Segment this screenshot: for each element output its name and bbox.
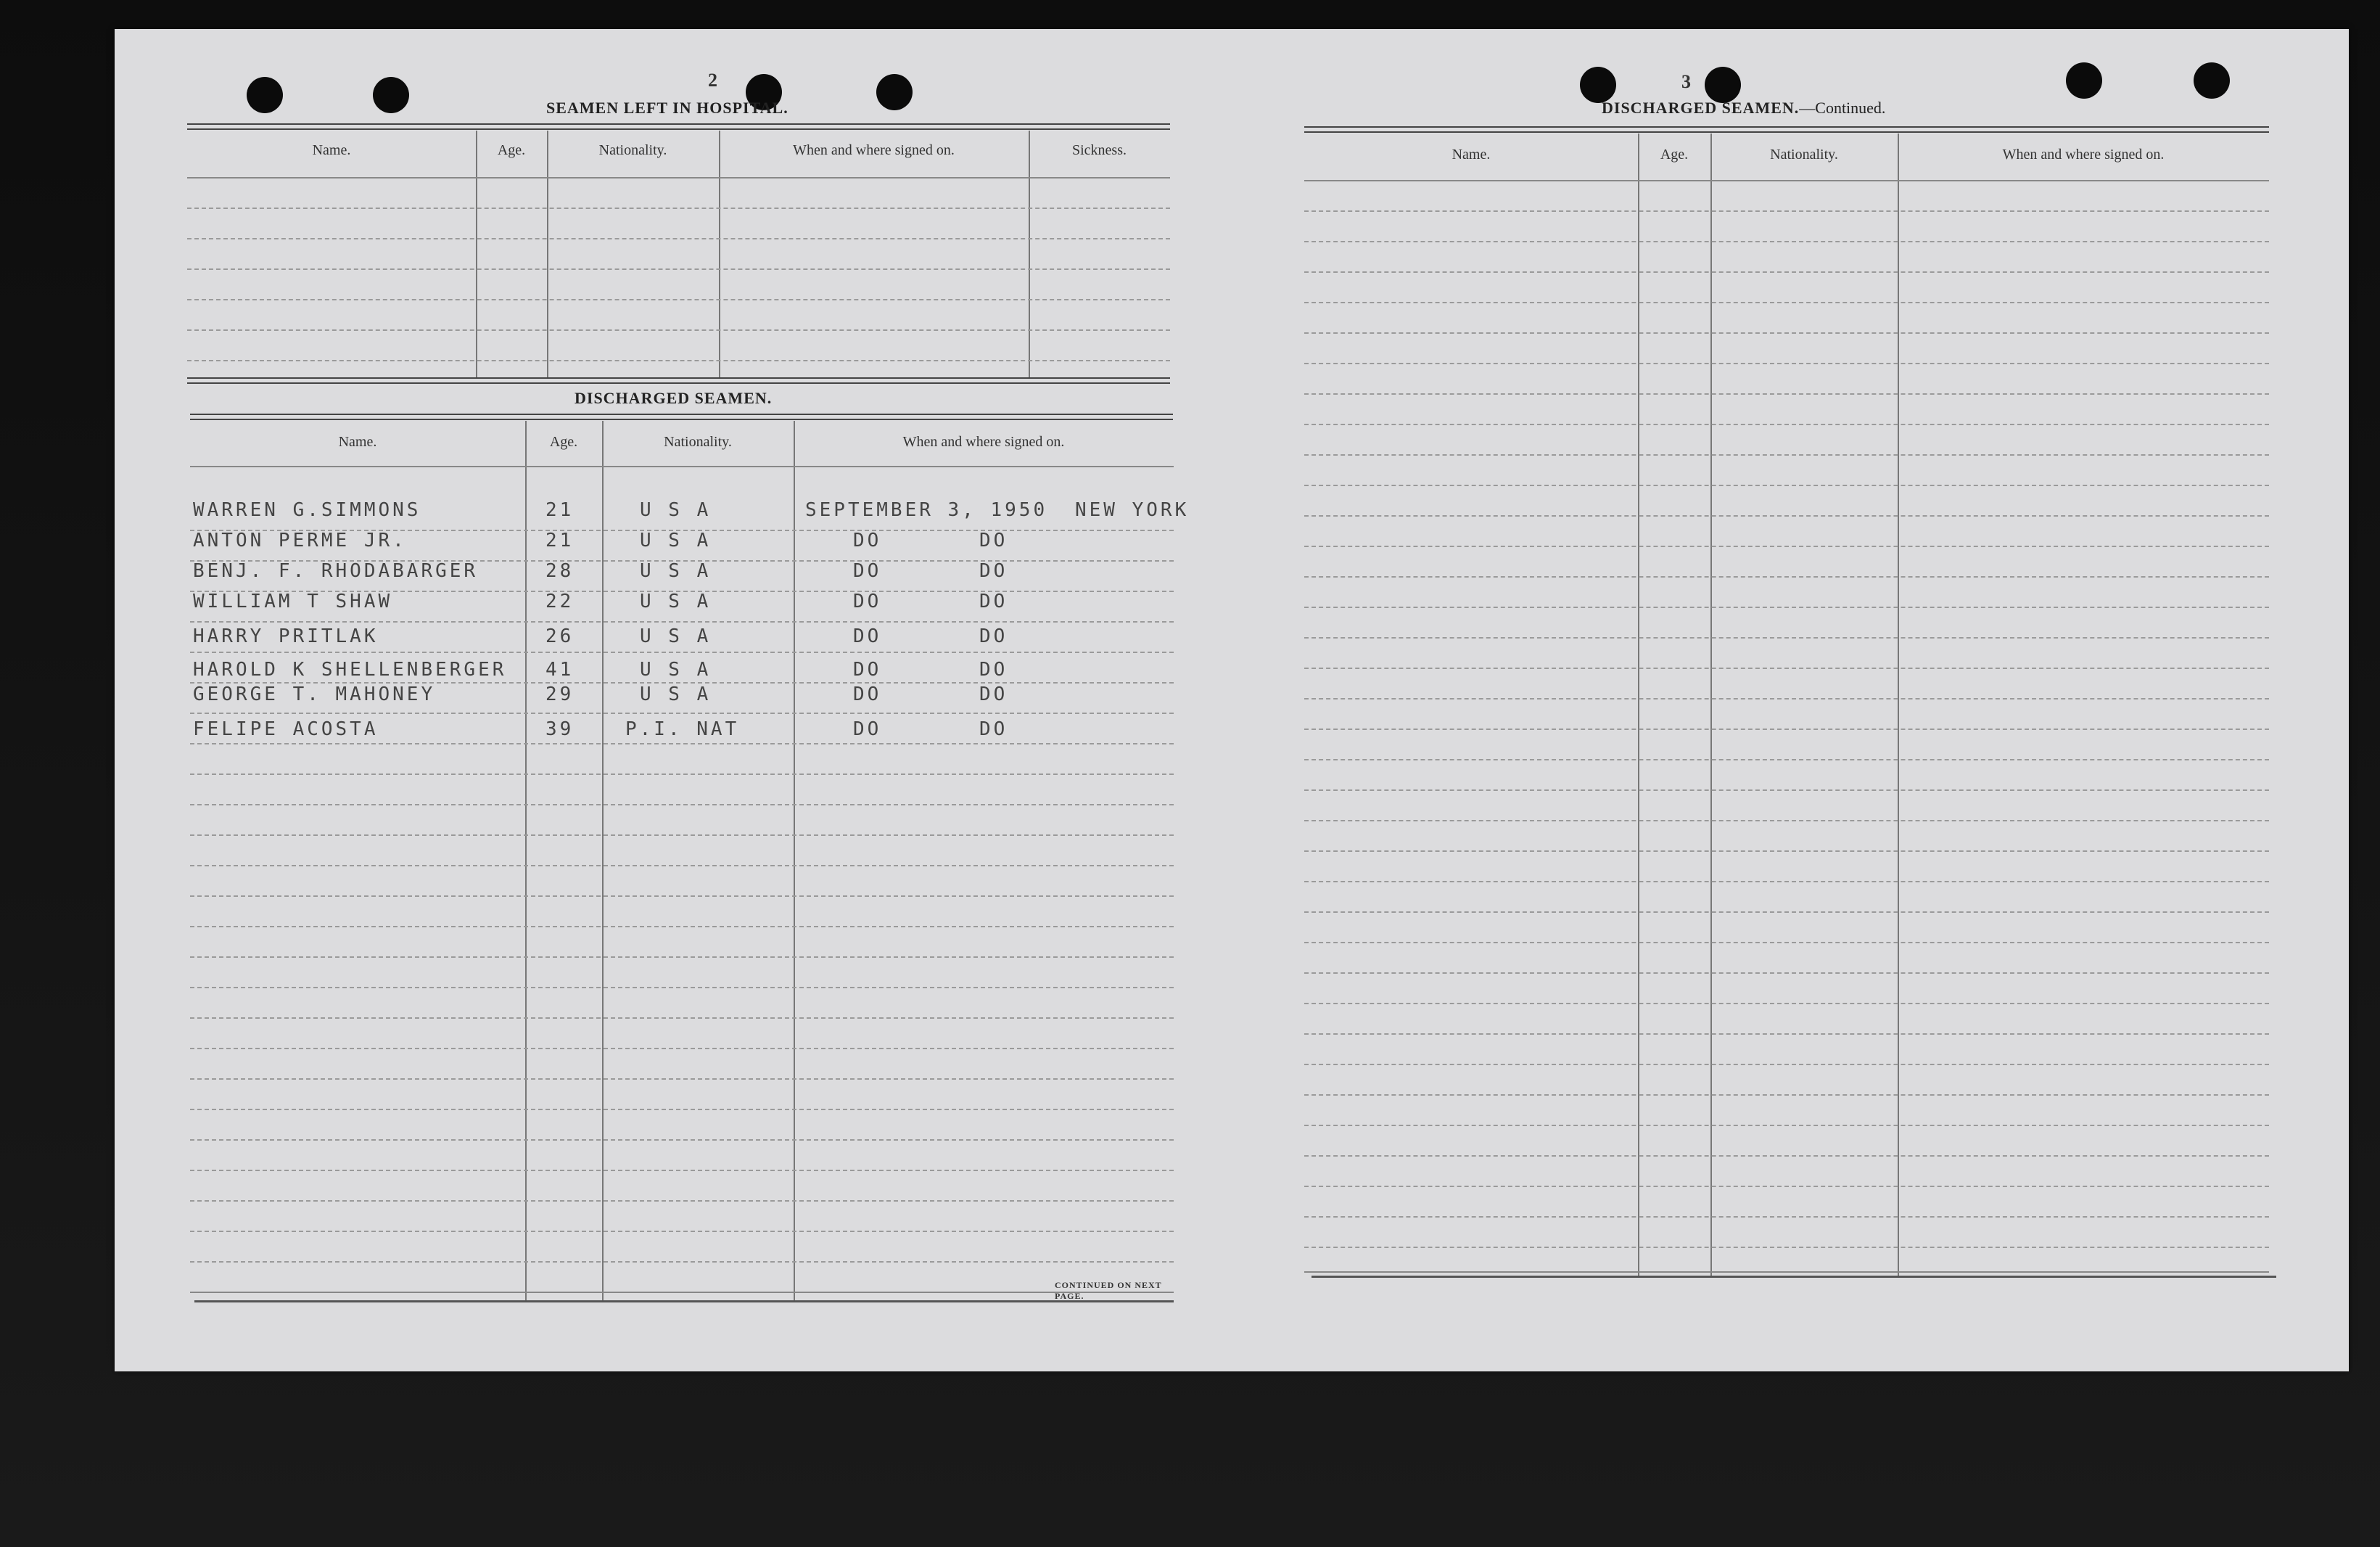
- discharged-header-nationality: Nationality.: [664, 434, 732, 450]
- seaman-age: 21: [545, 530, 575, 551]
- discharged-row: [190, 560, 1174, 589]
- seaman-age: 26: [545, 625, 575, 647]
- seaman-nationality: U S A: [640, 684, 712, 705]
- discharged-section-title: DISCHARGED SEAMEN.: [575, 389, 773, 407]
- seaman-nationality: U S A: [640, 560, 712, 582]
- hospital-table: [187, 131, 1170, 377]
- page-number: 2: [708, 70, 717, 91]
- discharged-row: [190, 625, 1174, 654]
- seaman-age: 28: [545, 560, 575, 582]
- signed-date: DO: [853, 530, 882, 551]
- seaman-name: HARRY PRITLAK: [193, 625, 379, 647]
- left-footer-rule: [194, 1300, 1174, 1302]
- document-sheet: [115, 29, 2349, 1371]
- discharged-table: [190, 421, 1190, 1300]
- seaman-age: 29: [545, 684, 575, 705]
- hospital-header-name: Name.: [312, 142, 351, 158]
- hospital-top-rule: [187, 123, 1170, 130]
- discharged-header-age: Age.: [549, 434, 578, 450]
- left-page: [187, 29, 1188, 1371]
- signed-place: DO: [979, 659, 1008, 681]
- seaman-age: 22: [545, 591, 575, 612]
- seaman-nationality: U S A: [640, 499, 712, 521]
- discharged-header-signed-on: When and where signed on.: [902, 434, 1065, 450]
- discharged-continued-table: [1304, 134, 2269, 1276]
- signed-date: DO: [853, 684, 882, 705]
- seaman-nationality: U S A: [640, 591, 712, 612]
- seaman-name: FELIPE ACOSTA: [193, 718, 379, 740]
- right-header-signed-on: When and where signed on.: [2002, 147, 2165, 163]
- seaman-name: ANTON PERME JR.: [193, 530, 407, 551]
- continued-note: CONTINUED ON NEXT PAGE.: [1055, 1280, 1162, 1301]
- seaman-name: WILLIAM T SHAW: [193, 591, 393, 612]
- signed-place: DO: [979, 625, 1008, 647]
- signed-date: DO: [853, 591, 882, 612]
- signed-place: NEW YORK: [1075, 499, 1190, 521]
- signed-date: DO: [853, 560, 882, 582]
- seaman-nationality: P.I. NAT: [625, 718, 740, 740]
- hospital-section-title: SEAMEN LEFT IN HOSPITAL.: [546, 99, 788, 117]
- signed-place: DO: [979, 530, 1008, 551]
- signed-place: DO: [979, 591, 1008, 612]
- seaman-nationality: U S A: [640, 659, 712, 681]
- seaman-age: 41: [545, 659, 575, 681]
- title-suffix: —Continued.: [1799, 99, 1886, 117]
- hospital-header-age: Age.: [497, 142, 526, 158]
- hospital-bottom-rule: [187, 377, 1170, 384]
- discharged-row: [190, 591, 1174, 620]
- right-header-nationality: Nationality.: [1770, 147, 1838, 163]
- right-page: [1304, 29, 2305, 1371]
- right-header-name: Name.: [1452, 147, 1491, 163]
- discharged-header-name: Name.: [338, 434, 377, 450]
- signed-place: DO: [979, 718, 1008, 740]
- hospital-header-nationality: Nationality.: [598, 142, 667, 158]
- signed-date: SEPTEMBER 3, 1950: [805, 499, 1048, 521]
- seaman-age: 21: [545, 499, 575, 521]
- signed-place: DO: [979, 684, 1008, 705]
- page-number: 3: [1681, 71, 1691, 92]
- title-text: DISCHARGED SEAMEN.: [1602, 99, 1800, 117]
- signed-place: DO: [979, 560, 1008, 582]
- discharged-row: [190, 718, 1174, 747]
- discharged-continued-title: [1602, 99, 1885, 118]
- seaman-name: HAROLD K SHELLENBERGER: [193, 659, 507, 681]
- hospital-header-signed-on: When and where signed on.: [793, 142, 955, 158]
- hospital-header-sickness: Sickness.: [1072, 142, 1127, 158]
- seaman-name: BENJ. F. RHODABARGER: [193, 560, 479, 582]
- discharged-row: [190, 530, 1174, 559]
- seaman-age: 39: [545, 718, 575, 740]
- discharged-top-rule: [190, 414, 1173, 420]
- seaman-name: WARREN G.SIMMONS: [193, 499, 421, 521]
- seaman-nationality: U S A: [640, 625, 712, 647]
- seaman-nationality: U S A: [640, 530, 712, 551]
- discharged-row: [190, 499, 1190, 528]
- signed-date: DO: [853, 718, 882, 740]
- seaman-name: GEORGE T. MAHONEY: [193, 684, 436, 705]
- right-header-age: Age.: [1660, 147, 1689, 163]
- right-footer-rule: [1312, 1276, 2276, 1278]
- discharged-row: [190, 684, 1174, 713]
- signed-date: DO: [853, 659, 882, 681]
- right-top-rule: [1304, 126, 2269, 133]
- signed-date: DO: [853, 625, 882, 647]
